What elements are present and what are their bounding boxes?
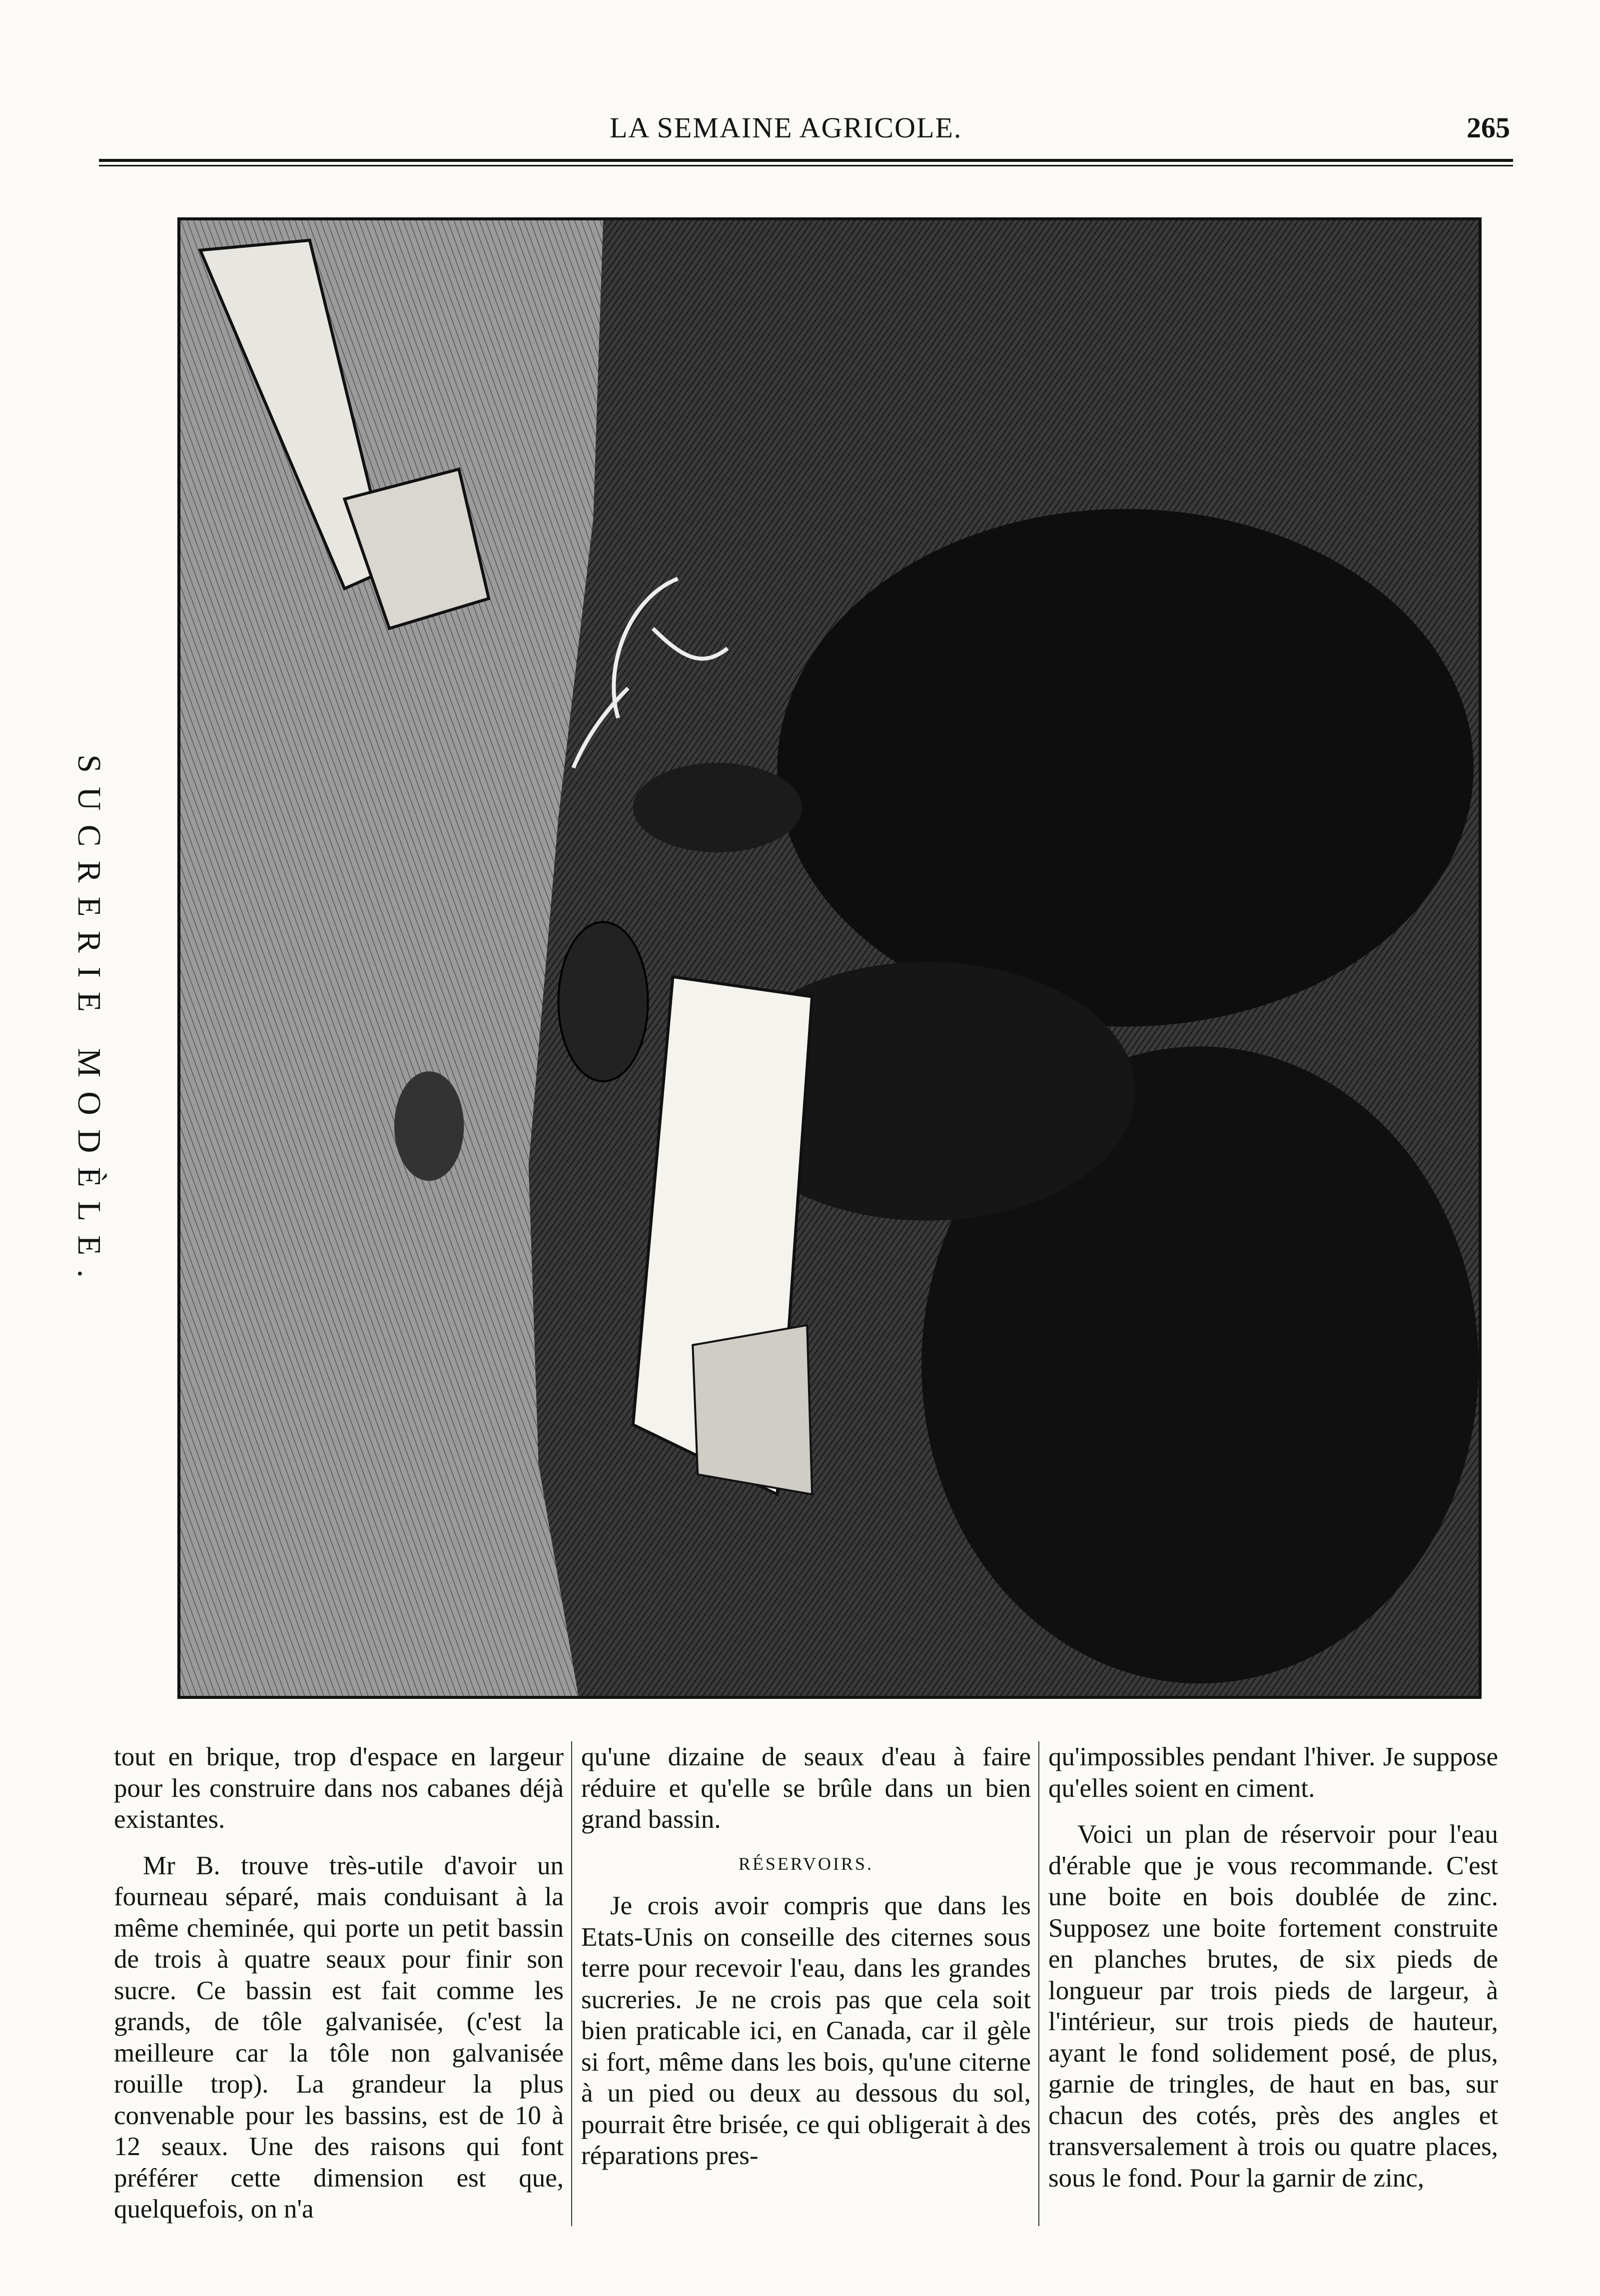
paragraph: Je crois avoir compris que dans les Etats-Unis on conseille des citernes sous terre pour recevoir l'eau, dans les grandes sucreries. Je ne crois pas que cela soit bien praticable ici, en Canada, car il gèle si fort, même dans les bois, qu'une citerne à un pied ou deux au dessous du sol, pourrait être brisée, ce qui obligerait à des réparations pres- [581,1891,1031,2170]
header-rule-thin [99,165,1513,166]
column-divider [1038,1741,1039,2226]
page-number: 265 [1467,111,1510,144]
engraving-illustration [177,217,1482,1699]
text-column-2 [581,1741,1031,2172]
figure-caption: SUCRERIE MODÈLE. [71,755,107,1292]
paragraph: Voici un plan de réservoir pour l'eau d'érable que je vous recommande. C'est une boite en bois doublée de zinc. Supposez une boite fortement construite en planches brutes, de six pieds de longueur par trois pieds de largeur, à l'intérieur, sur trois pieds de hauteur, ayant le fond solidement posé, de plus, garnie de tringles, de haut en bas, sur chacun des cotés, près des angles et transversalement à trois ou quatre places, sous le fond. Pour la garnir de zinc, [1048,1820,1498,2193]
paragraph: qu'une dizaine de seaux d'eau à faire réduire et qu'elle se brûle dans un bien grand bassin. [581,1742,1031,1834]
paragraph: tout en brique, trop d'espace en largeur pour les construire dans nos cabanes déjà existantes. [114,1742,564,1834]
paragraph: Mr B. trouve très-utile d'avoir un fourneau séparé, mais conduisant à la même cheminée, qui porte un petit bassin de trois à quatre seaux pour finir son sucre. Ce bassin est fait comme les grands, de tôle galvanisée, (c'est la meilleure car la tôle non galvanisée rouille trop). La grandeur la plus convenable pour les bassins, est de 10 à 12 seaux. Une des raisons qui font préférer cette dimension est que, quelquefois, on n'a [114,1851,564,2224]
paragraph: qu'impossibles pendant l'hiver. Je suppose qu'elles soient en ciment. [1048,1742,1498,1803]
sugar-shack-engraving [180,220,1479,1696]
header-rule [99,159,1513,162]
running-title: LA SEMAINE AGRICOLE. [610,111,962,144]
text-column-3 [1048,1741,1498,2194]
section-heading: RÉSERVOIRS. [738,1853,874,1874]
column-divider [571,1741,572,2226]
text-column-1 [114,1741,564,2225]
